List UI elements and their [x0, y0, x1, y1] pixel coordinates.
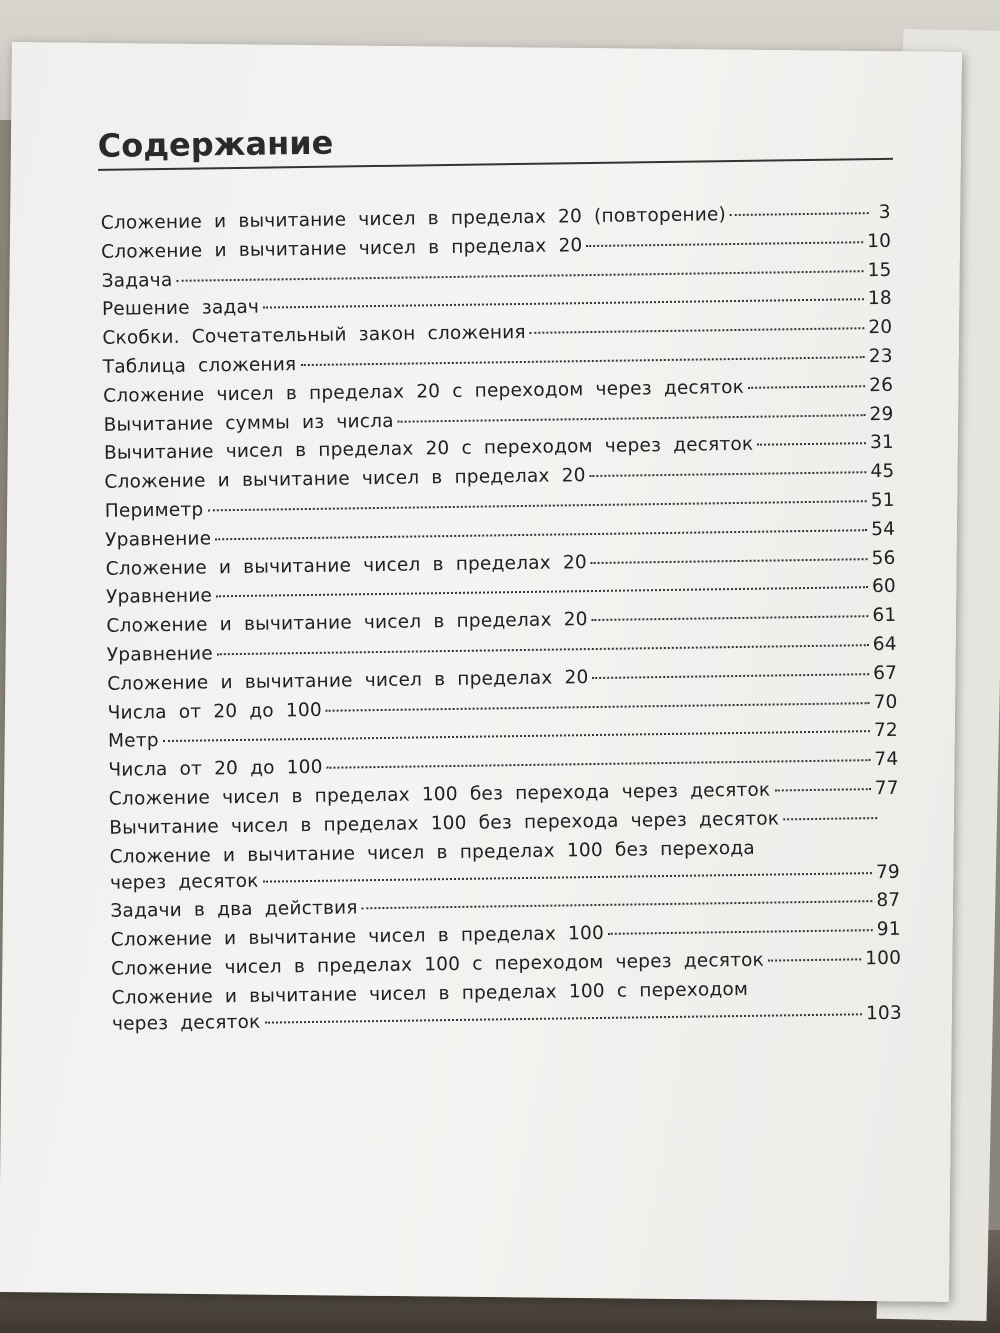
- toc-entry-label: Сложение и вычитание чисел в пределах 20: [101, 234, 583, 263]
- toc-entry-label: через десяток: [111, 1011, 261, 1035]
- toc-entry-page: 72: [873, 720, 899, 742]
- toc-entry-label: Сложение и вычитание чисел в пределах 100 без перехода: [109, 837, 755, 868]
- toc-leader-dots: [590, 471, 867, 477]
- toc-leader-dots: [263, 299, 864, 309]
- toc-entry-page: 51: [870, 489, 895, 512]
- toc-leader-dots: [326, 702, 870, 712]
- toc-entry-label: Уравнение: [106, 643, 214, 666]
- toc-entry-label: через десяток: [109, 870, 259, 894]
- toc-entry-label: Сложение чисел в пределах 100 без перехода через десяток: [108, 779, 771, 810]
- toc-entry-page: 74: [874, 748, 899, 771]
- toc-entry-label: Задачи в два действия: [110, 897, 358, 923]
- toc-entry-page: 79: [875, 861, 901, 883]
- toc-leader-dots: [217, 644, 869, 655]
- toc-entry-label: Уравнение: [105, 528, 212, 551]
- toc-leader-dots: [757, 443, 866, 447]
- toc-entry-page: 100: [865, 947, 902, 970]
- toc-entry-page: 10: [867, 230, 892, 252]
- toc-leader-dots: [591, 558, 868, 564]
- toc-entry-label: Сложение и вычитание чисел в пределах 20: [107, 666, 589, 695]
- toc-entry-page: 70: [873, 691, 898, 713]
- toc-entry-page: 64: [872, 633, 897, 656]
- toc-entry-page: 45: [870, 460, 895, 483]
- toc-entry-page: 87: [876, 890, 901, 912]
- toc-entry-label: Метр: [107, 730, 159, 753]
- toc-entry-label: Числа от 20 до 100: [108, 756, 323, 781]
- toc-entry-page: 31: [869, 432, 895, 454]
- toc-entry-page: 54: [871, 518, 896, 540]
- toc-entry-page: 103: [865, 1002, 903, 1024]
- page-title: Содержание: [97, 123, 334, 165]
- toc-entry-label: Сложение и вычитание чисел в пределах 100 с переходом: [111, 978, 749, 1009]
- toc-leader-dots: [264, 1013, 862, 1023]
- toc-entry-page: 67: [873, 662, 898, 684]
- toc-entry-label: Сложение и вычитание чисел в пределах 20 (повторение): [100, 204, 727, 234]
- toc-entry-label: Сложение и вычитание чисел в пределах 20: [104, 465, 586, 494]
- toc-entry-label: Вычитание чисел в пределах 100 без перехода через десяток: [109, 808, 780, 839]
- toc-entry-label: Скобки. Сочетательный закон сложения: [102, 322, 526, 350]
- toc-leader-dots: [207, 500, 866, 511]
- toc-entry-page: 56: [871, 547, 896, 569]
- toc-leader-dots: [783, 817, 877, 820]
- toc-entry-label: Периметр: [104, 499, 204, 522]
- toc-entry-page: 61: [872, 604, 897, 627]
- toc-entry-label: Сложение и вычитание чисел в пределах 100: [110, 923, 605, 951]
- toc-leader-dots: [608, 929, 873, 935]
- toc-entry-page: 91: [876, 918, 901, 941]
- toc-entry-label: Задача: [101, 269, 173, 292]
- toc-leader-dots: [327, 759, 871, 769]
- toc-entry-label: Сложение чисел в пределах 20 с переходом через десяток: [103, 376, 745, 407]
- toc-entry-page: 60: [871, 576, 897, 598]
- toc-leader-dots: [586, 241, 863, 247]
- toc-leader-dots: [215, 529, 867, 540]
- toc-entry-label: Уравнение: [105, 585, 213, 609]
- toc-entry-label: Числа от 20 до 100: [107, 699, 322, 724]
- toc-entry-page: 23: [868, 345, 893, 368]
- toc-entry-label: Вычитание суммы из числа: [103, 410, 394, 436]
- toc-entry-label: Решение задач: [101, 297, 260, 321]
- toc-leader-dots: [592, 615, 869, 621]
- book-page: [0, 42, 962, 1302]
- toc-leader-dots: [730, 212, 869, 216]
- toc-leader-dots: [530, 327, 865, 334]
- toc-leader-dots: [592, 673, 869, 679]
- toc-entry-page: 15: [867, 259, 892, 281]
- toc-entry-page: 26: [869, 374, 894, 396]
- toc-entry-label: Сложение и вычитание чисел в пределах 20: [106, 609, 588, 637]
- toc-leader-dots: [300, 356, 865, 366]
- toc-leader-dots: [748, 385, 865, 389]
- table-of-contents: [101, 202, 903, 1042]
- toc-entry-page: 29: [869, 403, 894, 425]
- toc-leader-dots: [398, 414, 866, 423]
- toc-entry-page: 77: [874, 777, 899, 800]
- contents-block: [97, 102, 903, 1035]
- toc-entry-label: Сложение и вычитание чисел в пределах 20: [105, 551, 588, 580]
- toc-entry-page: 3: [878, 201, 891, 223]
- toc-leader-dots: [176, 270, 863, 282]
- toc-leader-dots: [262, 872, 872, 883]
- toc-entry-label: Сложение чисел в пределах 100 с переходом через десяток: [111, 949, 765, 980]
- toc-entry-label: Таблица сложения: [102, 354, 297, 378]
- toc-entry-label: Вычитание чисел в пределах 20 с переходом через десяток: [103, 434, 754, 465]
- toc-leader-dots: [216, 587, 868, 598]
- toc-leader-dots: [768, 958, 861, 961]
- toc-entry-page: 20: [868, 317, 893, 339]
- toc-leader-dots: [163, 731, 870, 743]
- toc-entry-page: 18: [867, 288, 893, 310]
- toc-leader-dots: [774, 788, 871, 791]
- toc-leader-dots: [362, 900, 873, 909]
